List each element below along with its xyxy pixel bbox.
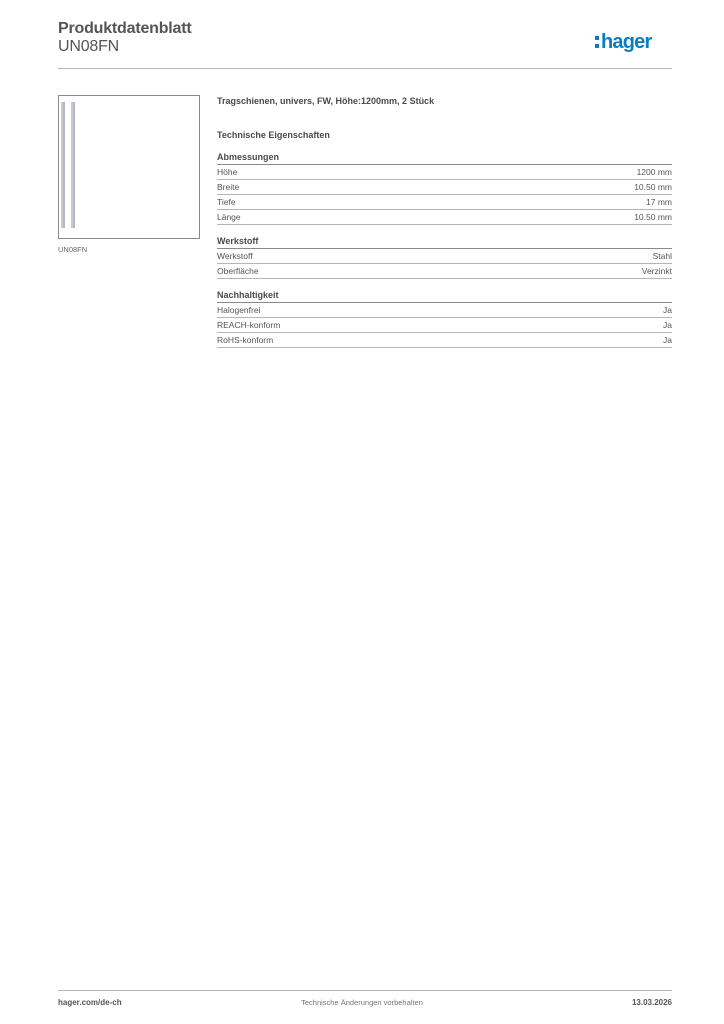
section-title: Abmessungen (217, 151, 672, 165)
hager-logo (594, 28, 674, 58)
image-caption: UN08FN (58, 245, 88, 254)
spec-label: Tiefe (217, 197, 236, 207)
page-title: Produktdatenblatt (58, 20, 192, 37)
footer-website[interactable]: hager.com/de-ch (58, 998, 122, 1007)
spec-row (217, 334, 672, 348)
spec-value: Ja (663, 335, 672, 345)
spec-label: Werkstoff (217, 251, 253, 261)
logo-text: hager (601, 31, 652, 53)
spec-label: Oberfläche (217, 266, 259, 276)
spec-value: 1200 mm (636, 167, 672, 177)
product-code: UN08FN (58, 38, 120, 55)
section-material (217, 235, 672, 279)
spec-value: Ja (663, 305, 672, 315)
spec-row (217, 319, 672, 333)
spec-row (217, 304, 672, 318)
spec-label: REACH-konform (217, 320, 281, 330)
logo-dot-top (595, 36, 599, 40)
spec-label: Breite (217, 182, 240, 192)
rail-drawing (59, 96, 199, 238)
footer-divider (58, 990, 672, 991)
section-title: Nachhaltigkeit (217, 289, 672, 303)
product-image (58, 95, 200, 239)
product-description: Tragschienen, univers, FW, Höhe:1200mm, 2 Stück (217, 96, 435, 106)
spec-row (217, 166, 672, 180)
spec-label: Halogenfrei (217, 305, 261, 315)
spec-row (217, 211, 672, 225)
header-divider (58, 68, 672, 69)
spec-label: RoHS-konform (217, 335, 274, 345)
spec-value: 10.50 mm (634, 212, 672, 222)
spec-row (217, 181, 672, 195)
section-dimensions (217, 151, 672, 225)
spec-row (217, 196, 672, 210)
logo-dot-bottom (595, 44, 599, 48)
footer-date: 13.03.2026 (631, 998, 672, 1007)
spec-label: Länge (217, 212, 241, 222)
spec-value: Ja (663, 320, 672, 330)
spec-row (217, 250, 672, 264)
spec-label: Höhe (217, 167, 238, 177)
spec-value: Verzinkt (641, 266, 672, 276)
specifications (217, 95, 672, 349)
section-title: Werkstoff (217, 235, 672, 249)
technical-properties-title: Technische Eigenschaften (217, 130, 330, 140)
spec-value: 10.50 mm (634, 182, 672, 192)
footer-notice: Technische Änderungen vorbehalten (301, 998, 423, 1007)
section-sustainability (217, 289, 672, 348)
spec-row (217, 265, 672, 279)
spec-value: 17 mm (646, 197, 672, 207)
spec-value: Stahl (652, 251, 672, 261)
